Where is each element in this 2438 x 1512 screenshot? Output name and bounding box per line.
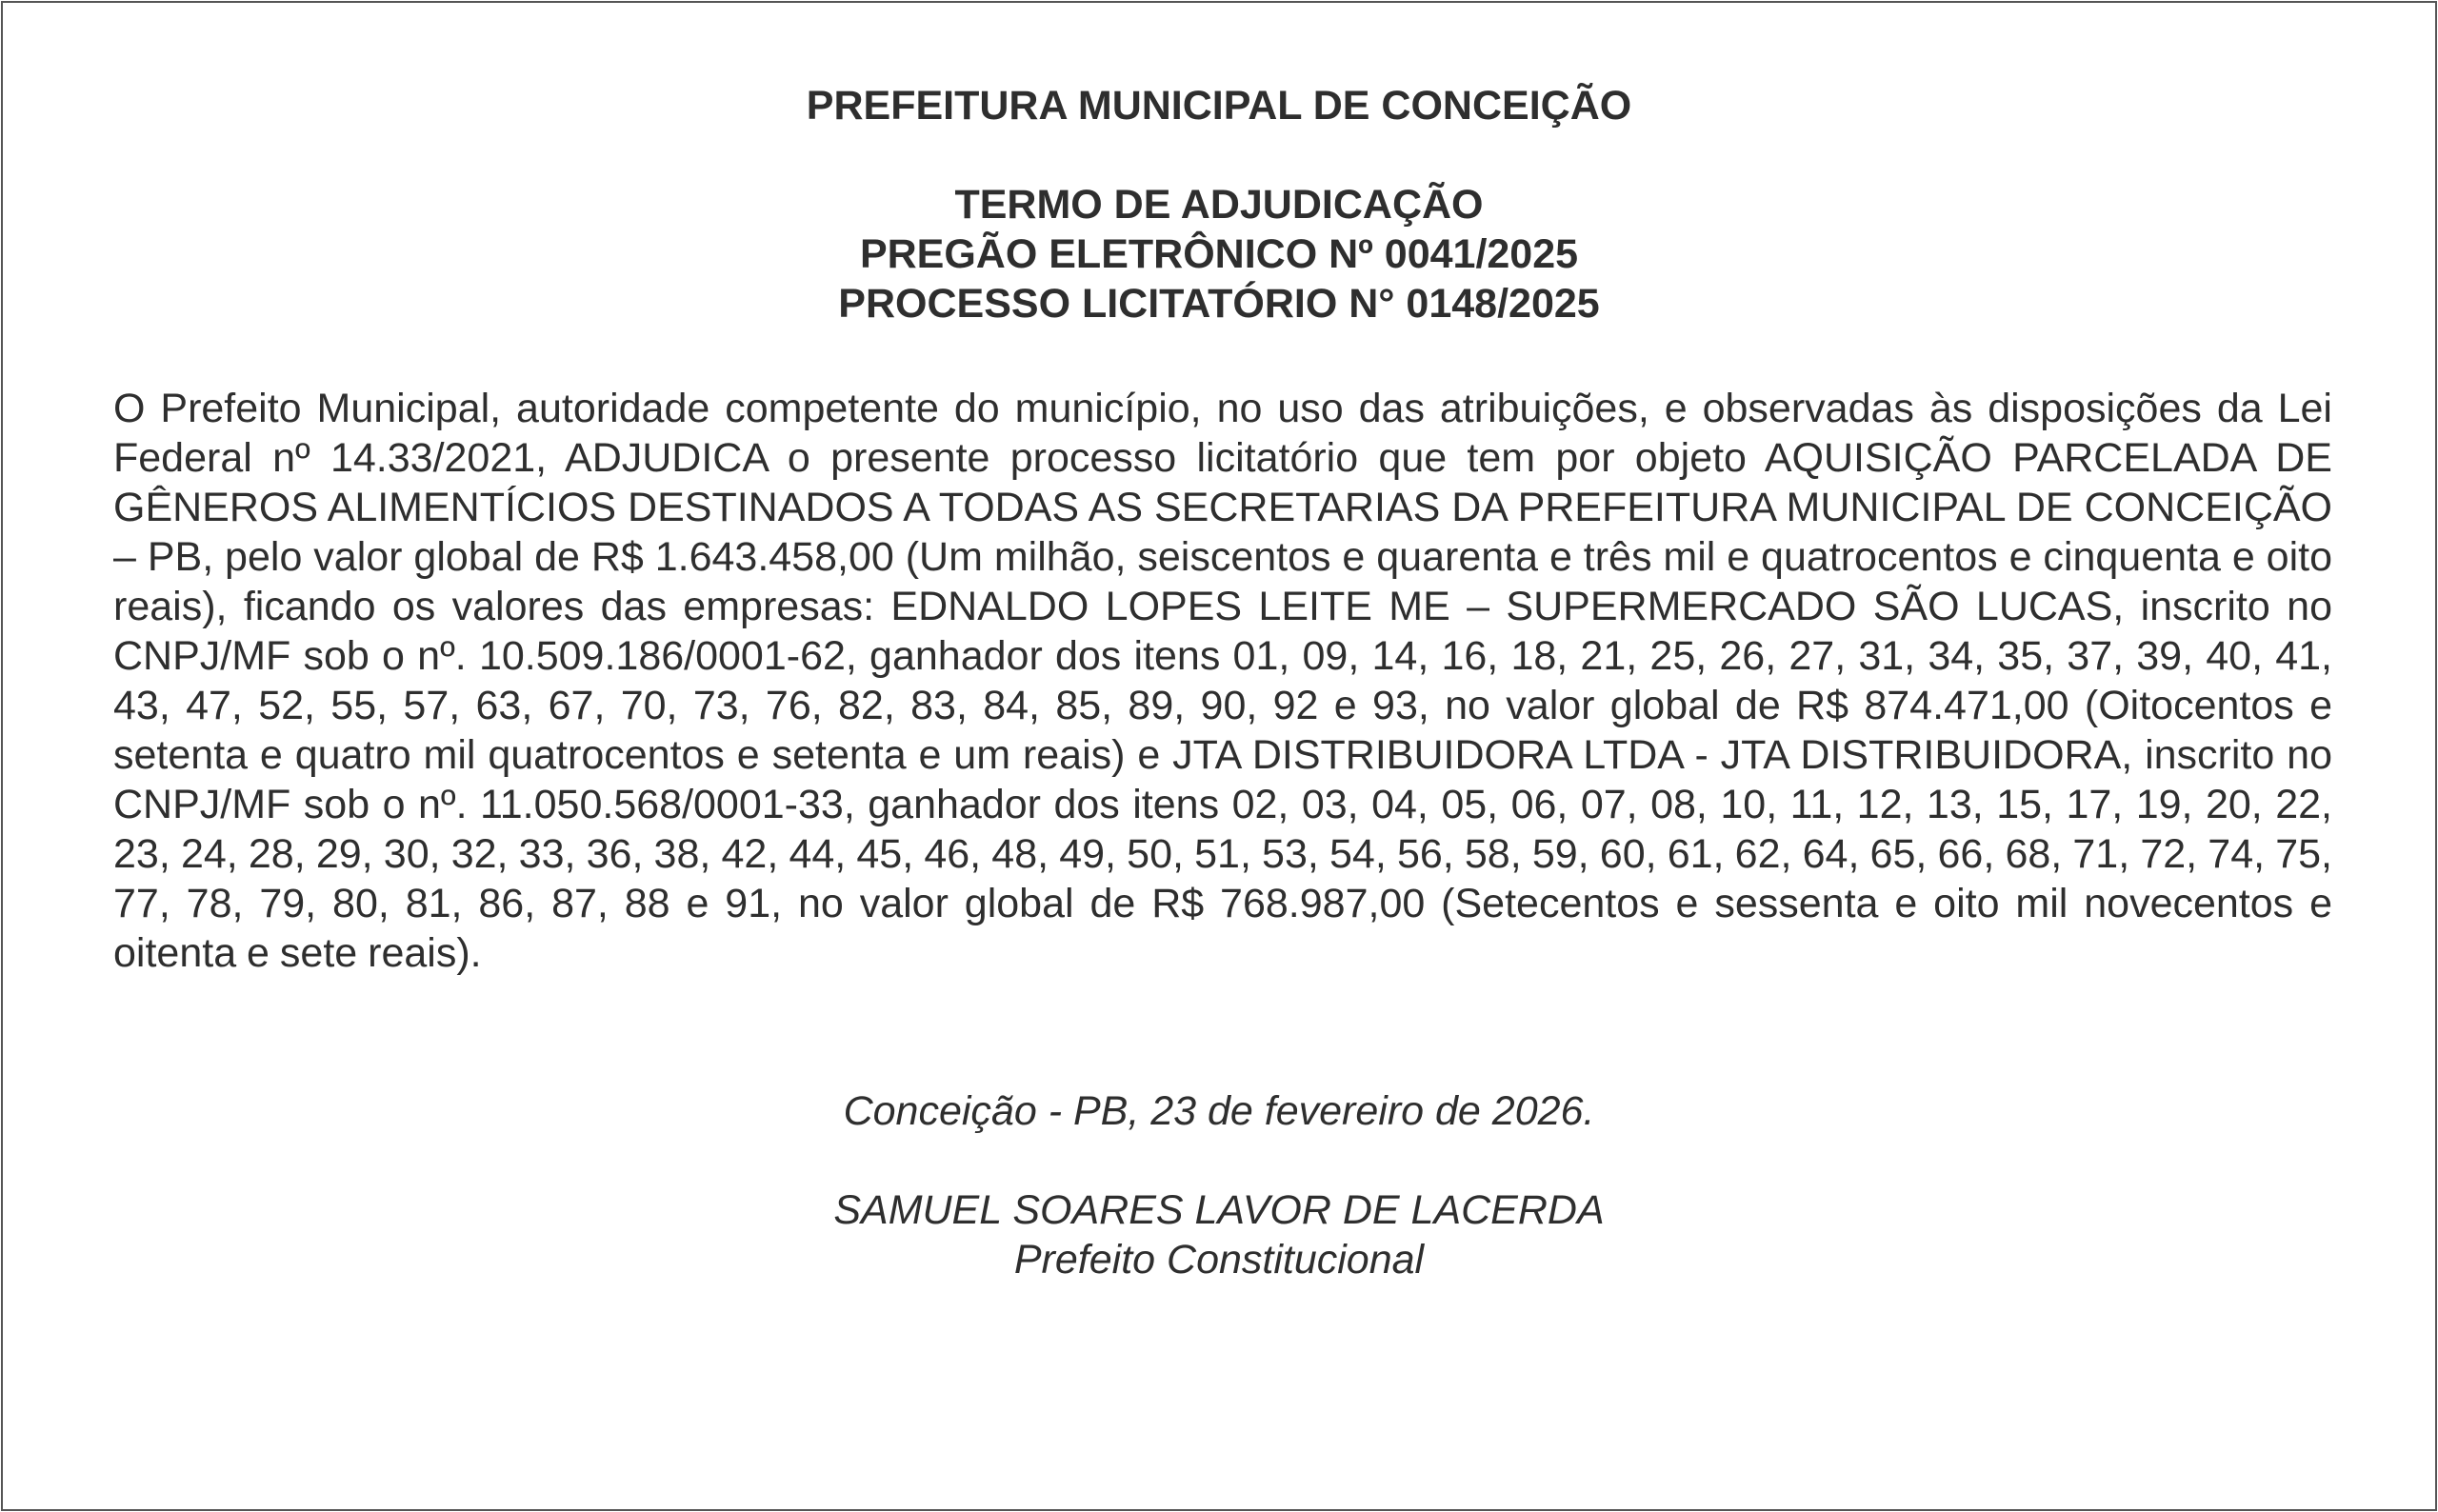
signature-block [3,1185,2435,1284]
processo-number: PROCESSO LICITATÓRIO N° 0148/2025 [838,281,1600,327]
organization-heading [3,81,2435,130]
signer-role: Prefeito Constitucional [1013,1237,1425,1283]
adjudication-paragraph: O Prefeito Municipal, autoridade competente do município, no uso das atribuições, e observadas às disposições da Lei Federal nº 14.33/2021, ADJUDICA o presente processo licitatório que tem por objeto AQUISIÇÃO PARCELADA DE GÊNEROS ALIMENTÍCIOS DESTINADOS A TODAS AS SECRETARIAS DA PREFEITURA MUNICIPAL DE CONCEIÇÃO – PB, pelo valor global de R$ 1.643.458,00 (Um milhão, seiscentos e quarenta e três mil e quatrocentos e cinquenta e oito reais), ficando os valores das empresas: EDNALDO LOPES LEITE ME – SUPERMERCADO SÃO LUCAS, inscrito no CNPJ/MF sob o nº. 10.509.186/0001-62, ganhador dos itens 01, 09, 14, 16, 18, 21, 25, 26, 27, 31, 34, 35, 37, 39, 40, 41, 43, 47, 52, 55, 57, 63, 67, 70, 73, 76, 82, 83, 84, 85, 89, 90, 92 e 93, no valor global de R$ 874.471,00 (Oitocentos e setenta e quatro mil quatrocentos e setenta e um reais) e JTA DISTRIBUIDORA LTDA - JTA DISTRIBUIDORA, inscrito no CNPJ/MF sob o nº. 11.050.568/0001-33, ganhador dos itens 02, 03, 04, 05, 06, 07, 08, 10, 11, 12, 13, 15, 17, 19, 20, 22, 23, 24, 28, 29, 30, 32, 33, 36, 38, 42, 44, 45, 46, 48, 49, 50, 51, 53, 54, 56, 58, 59, 60, 61, 62, 64, 65, 66, 68, 71, 72, 74, 75, 77, 78, 79, 80, 81, 86, 87, 88 e 91, no valor global de R$ 768.987,00 (Setecentos e sessenta e oito mil novecentos e oitenta e sete reais). [113,386,2332,976]
place-date-text: Conceição - PB, 23 de fevereiro de 2026. [843,1088,1595,1134]
document-title-block [3,180,2435,328]
signer-name: SAMUEL SOARES LAVOR DE LACERDA [833,1187,1605,1233]
pregao-number: PREGÃO ELETRÔNICO Nº 0041/2025 [859,231,1579,277]
place-date [3,1086,2435,1136]
organization-name: PREFEITURA MUNICIPAL DE CONCEIÇÃO [806,83,1632,129]
document-frame [1,1,2437,1511]
document-title: TERMO DE ADJUDICAÇÃO [954,182,1484,228]
